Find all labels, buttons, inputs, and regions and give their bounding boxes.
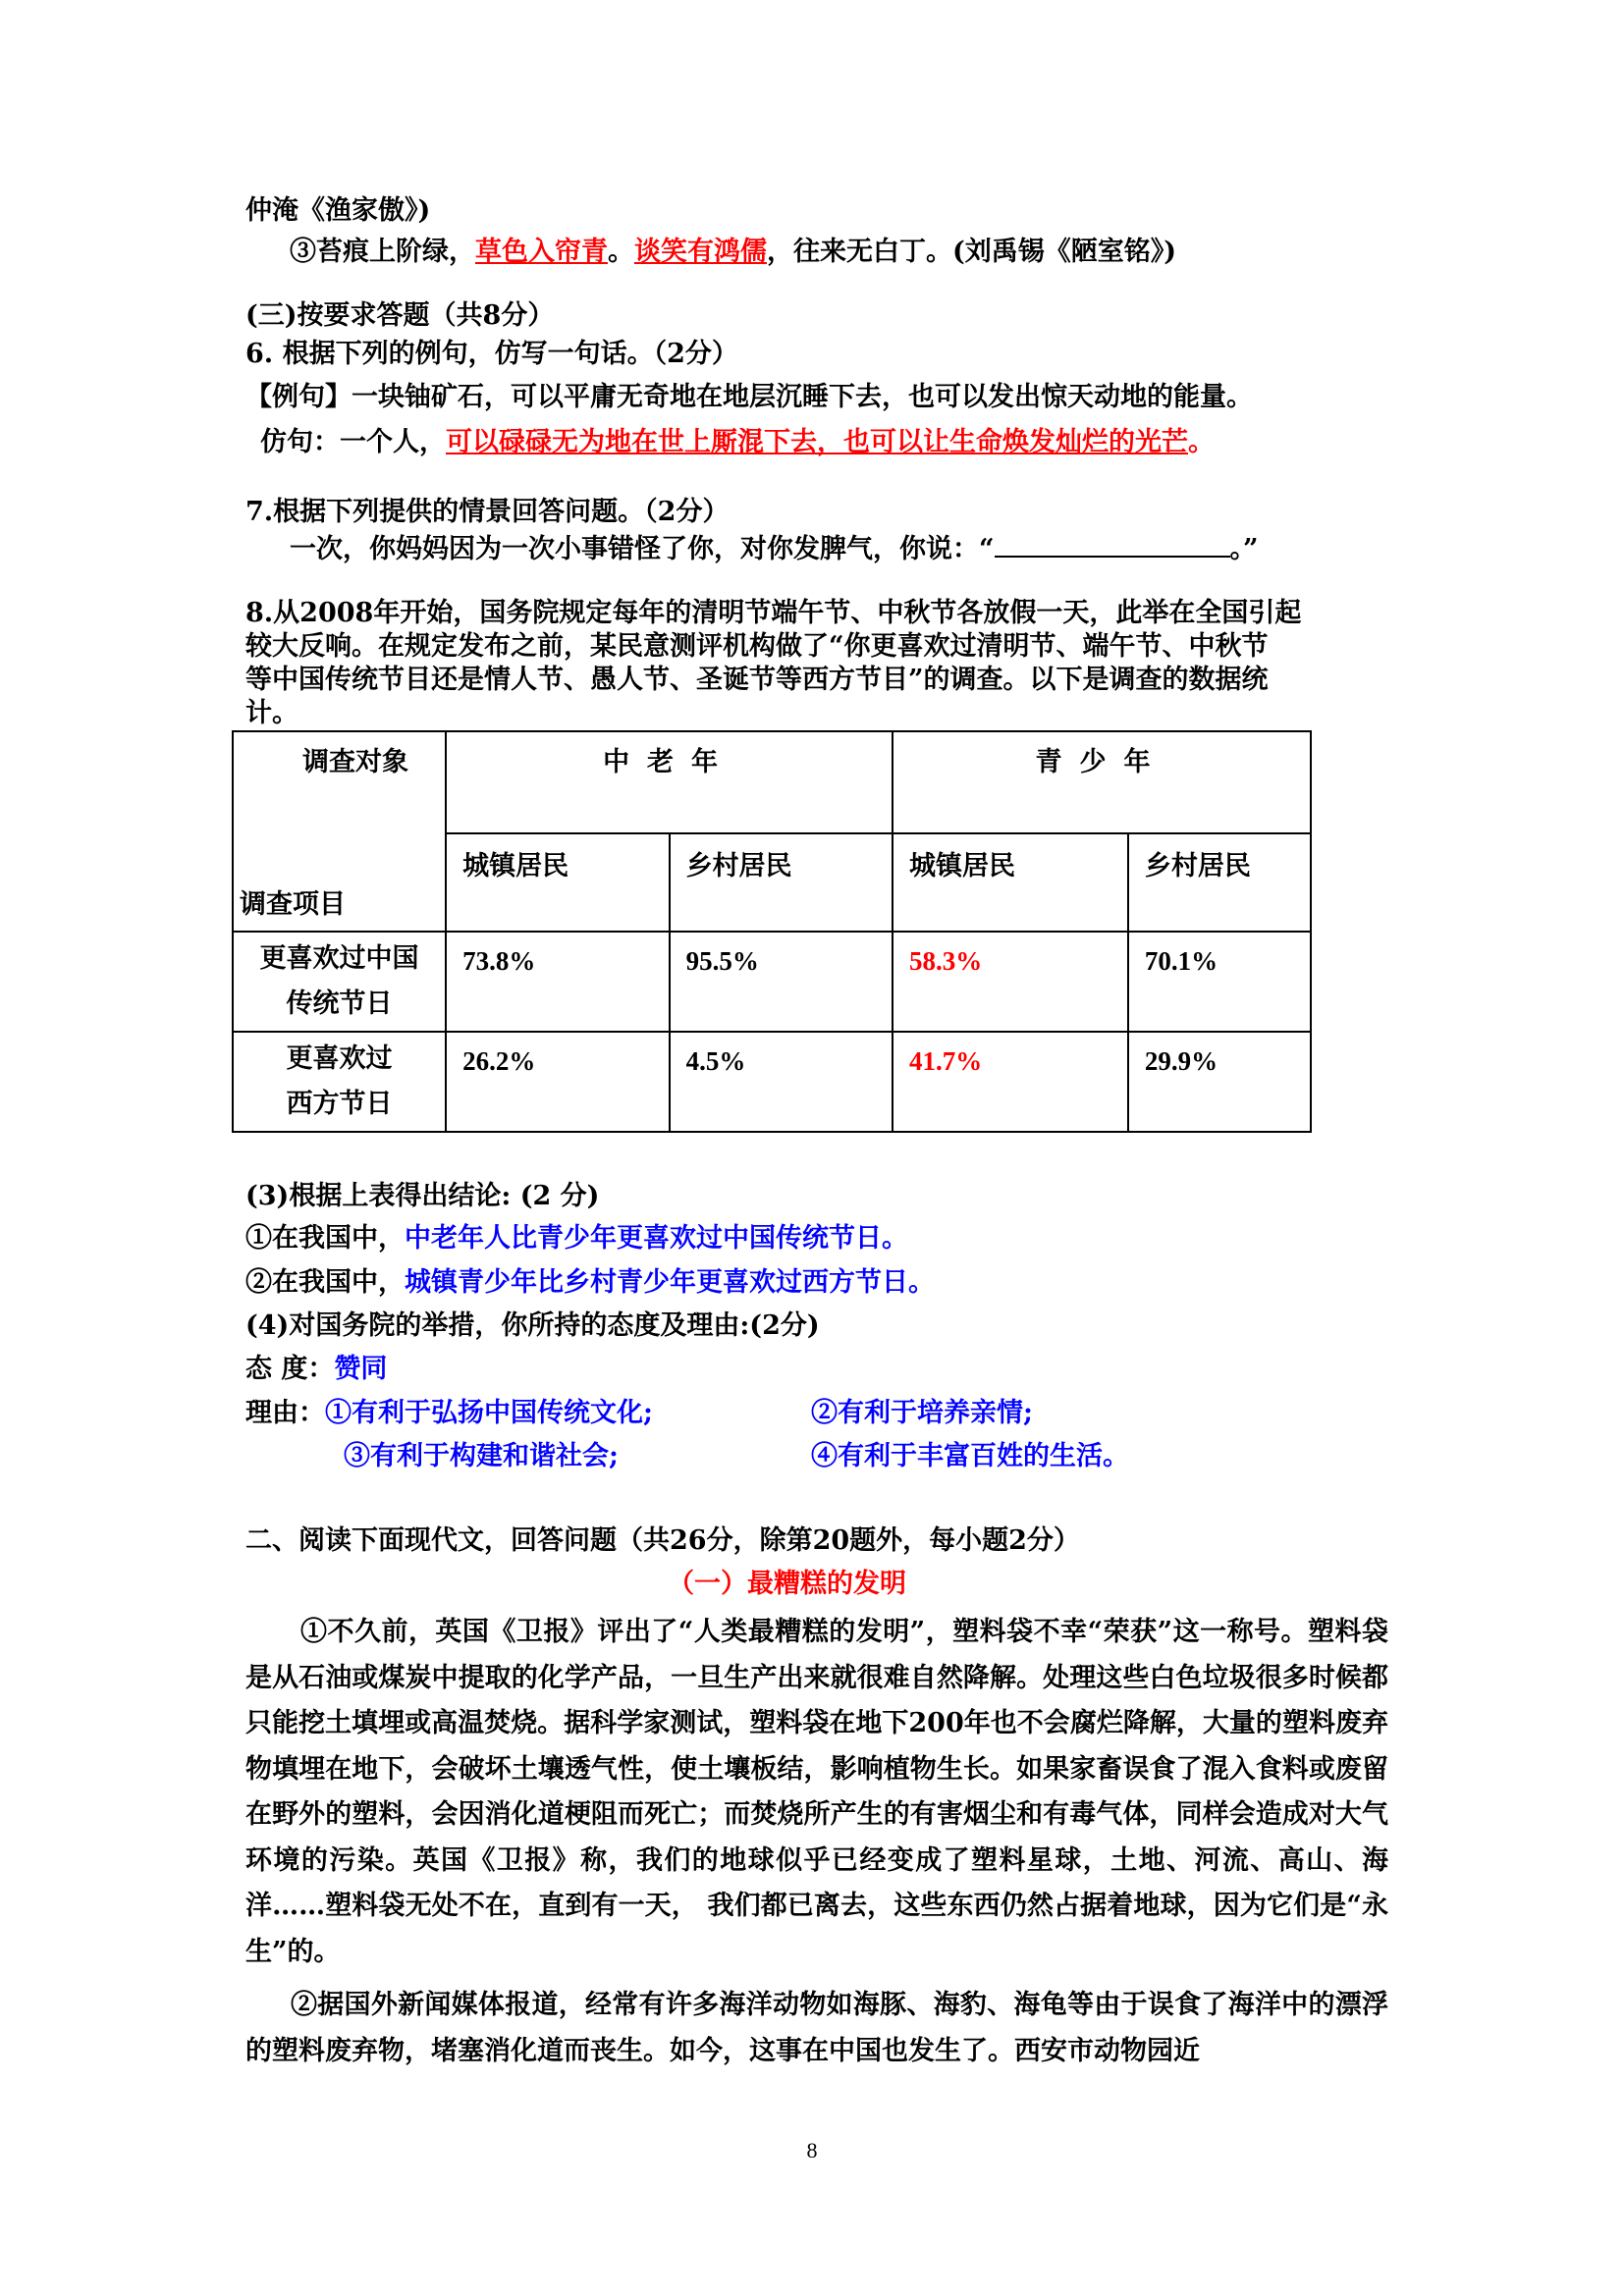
cell-value: 4.5% <box>670 1032 893 1132</box>
question-8-line-3: 等中国传统节目还是情人节、愚人节、圣诞节等西方节目”的调查。以下是调查的数据统 <box>245 665 1269 695</box>
subheader-urban-1: 城镇居民 <box>446 833 669 932</box>
page-number: 8 <box>806 2138 818 2163</box>
poem-line-2: ③苔痕上阶绿，草色入帘青。谈笑有鸿儒，往来无白丁。(刘禹锡《陋室铭》) <box>290 237 1177 267</box>
question-8-line-1: 8.从2008年开始，国务院规定每年的清明节端午节、中秋节各放假一天，此举在全国引起 <box>245 598 1302 628</box>
answer-blank[interactable] <box>995 530 1230 558</box>
poem-line-1: 仲淹《渔家傲》) <box>245 195 431 226</box>
reason-4: ④有利于丰富百姓的生活。 <box>811 1441 1129 1471</box>
row-label: 更喜欢过中国 传统节日 <box>233 932 446 1032</box>
cell-value: 70.1% <box>1128 932 1311 1032</box>
example-sentence: 【例句】一块铀矿石，可以平庸无奇地在地层沉睡下去，也可以发出惊天动地的能量。 <box>245 382 1253 412</box>
subheader-rural-2: 乡村居民 <box>1128 833 1311 932</box>
conclusion-2: ②在我国中，城镇青少年比乡村青少年更喜欢过西方节日。 <box>245 1267 935 1298</box>
question-4: (4)对国务院的举措，你所持的态度及理由:(2分) <box>245 1310 820 1341</box>
reason-line-1: 理由：①有利于弘扬中国传统文化; <box>245 1398 653 1428</box>
imitation-sentence: 仿句：一个人，可以碌碌无为地在世上厮混下去，也可以让生命焕发灿烂的光芒。 <box>260 427 1215 457</box>
group-header-middle-aged: 中老年 <box>446 731 893 833</box>
reason-3: ③有利于构建和谐社会; <box>344 1441 619 1471</box>
cell-value: 73.8% <box>446 932 669 1032</box>
table-corner <box>233 731 446 932</box>
subheader-rural-1: 乡村居民 <box>670 833 893 932</box>
answer-2: 谈笑有鸿儒 <box>634 237 767 267</box>
question-7: 7.根据下列提供的情景回答问题。（2分） <box>245 497 730 527</box>
question-8-line-2: 较大反响。在规定发布之前，某民意测评机构做了“你更喜欢过清明节、端午节、中秋节 <box>245 631 1269 662</box>
question-6: 6. 根据下列的例句，仿写一句话。（2分） <box>245 339 738 369</box>
question-8-line-4: 计。 <box>245 698 298 728</box>
answer-1: 草色入帘青 <box>475 237 608 267</box>
cell-value-highlight: 41.7% <box>893 1032 1128 1132</box>
cell-value-highlight: 58.3% <box>893 932 1128 1032</box>
paragraph-1: ①不久前，英国《卫报》评出了“人类最糟糕的发明”，塑料袋不幸“荣获”这一称号。塑料袋是从石油或煤炭中提取的化学产品，一旦生产出来就很难自然降解。处理这些白色垃圾很多时候都只能挖土填埋或高温焚烧。据科学家测试，塑料袋在地下200年也不会腐烂降解，大量的塑料废弃物填埋在地下，会破坏土壤透气性，使土壤板结，影响植物生长。如果家畜误食了混入食料或废留在野外的塑料，会因消化道梗阻而死亡；而焚烧所产生的有害烟尘和有毒气体，同样会造成对大气环境的污染。英国《卫报》称，我们的地球似乎已经变成了塑料星球，土地、河流、高山、海洋……塑料袋无处不在，直到有一天， 我们都已离去，这些东西仍然占据着地球，因为它们是“永生”的。 <box>245 1617 1388 1967</box>
reason-2: ②有利于培养亲情; <box>811 1398 1033 1428</box>
cell-value: 29.9% <box>1128 1032 1311 1132</box>
section-3-title: (三)按要求答题（共8分） <box>245 300 555 331</box>
question-7-text: 一次，你妈妈因为一次小事错怪了你，对你发脾气，你说：“ 。” <box>290 530 1259 566</box>
reading-title: 二、阅读下面现代文，回答问题（共26分，除第20题外，每小题2分） <box>245 1525 1080 1556</box>
reading-subtitle: （一）最糟糕的发明 <box>668 1569 906 1599</box>
table-row <box>233 1032 1311 1132</box>
imitation-answer: 可以碌碌无为地在世上厮混下去，也可以让生命焕发灿烂的光芒 <box>446 427 1188 457</box>
cell-value: 26.2% <box>446 1032 669 1132</box>
cell-value: 95.5% <box>670 932 893 1032</box>
row-label: 更喜欢过 西方节日 <box>233 1032 446 1132</box>
group-header-youth: 青少年 <box>893 731 1311 833</box>
question-3: (3)根据上表得出结论: (2 分) <box>245 1181 600 1211</box>
subheader-urban-2: 城镇居民 <box>893 833 1128 932</box>
attitude-line: 态 度：赞同 <box>245 1354 388 1384</box>
table-row <box>233 932 1311 1032</box>
corner-bottom: 调查项目 <box>240 889 346 920</box>
conclusion-1: ①在我国中，中老年人比青少年更喜欢过中国传统节日。 <box>245 1223 908 1254</box>
corner-top: 调查对象 <box>302 747 408 777</box>
paragraph-2: ②据国外新闻媒体报道，经常有许多海洋动物如海豚、海豹、海龟等由于误食了海洋中的漂浮的塑料废弃物，堵塞消化道而丧生。如今，这事在中国也发生了。西安市动物园近 <box>245 1990 1388 2066</box>
survey-table <box>232 730 1312 1133</box>
